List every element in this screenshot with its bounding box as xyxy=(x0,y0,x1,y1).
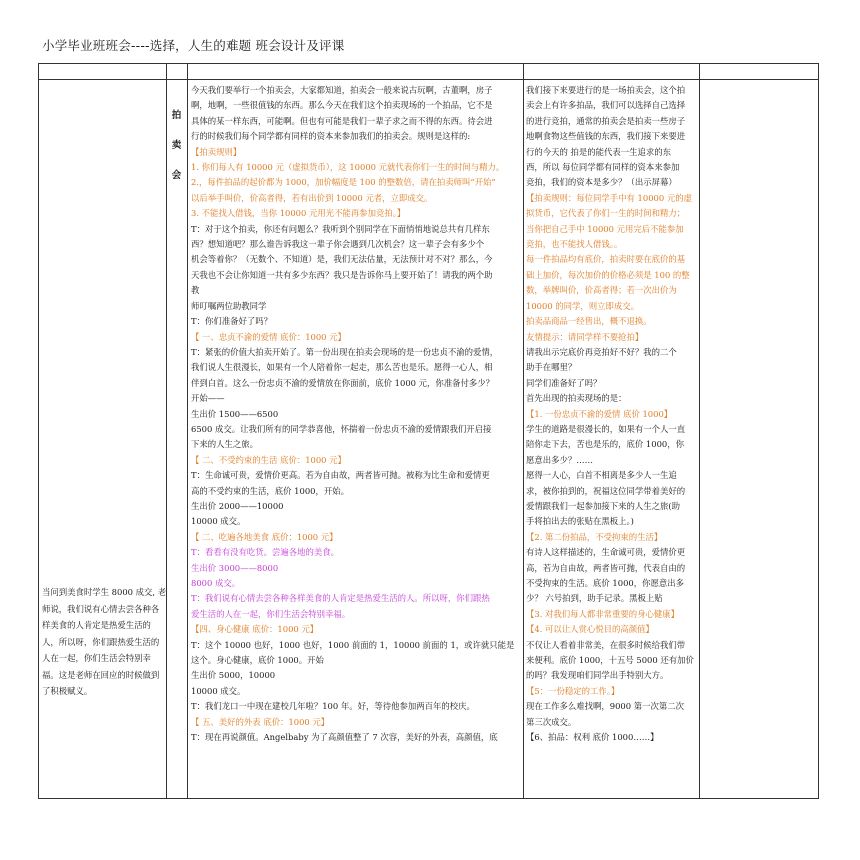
process-text-line: T：我们说有心情去尝各种各样美食的人肯定是热爱生活的人。所以呀，你们跟热 xyxy=(191,593,490,604)
section-label-char: 会 xyxy=(171,170,182,181)
column-divider-4 xyxy=(699,64,700,798)
process-text-line: 生出价 2000——10000 xyxy=(191,500,284,511)
process-text-line: 行的时候我们每个同学都有同样的资本来参加我们的拍卖会。规则是这样的: xyxy=(191,131,471,142)
document-title: 小学毕业班班会----选择，人生的难题 班会设计及评课 xyxy=(42,38,345,53)
process-text-line: 今天我们要举行一个拍卖会，大家都知道，拍卖会一般来说古玩啊，古董啊，房子 xyxy=(191,85,493,95)
intent-text-line: 竞拍，我们的资本是多少？（出示屏幕） xyxy=(526,177,677,188)
intent-text-line: 卖会上有许多拍品，我们可以选择自己选择 xyxy=(526,100,686,111)
intent-text-line: 同学们准备好了吗？ xyxy=(526,377,602,388)
process-text-line: 【 二、吃遍各地美食 底价：1000 元】 xyxy=(191,531,338,542)
process-text-line: 【 一、忠贞不渝的爱情 底价：1000 元】 xyxy=(191,331,346,342)
lesson-table xyxy=(38,63,819,799)
process-text-line: 【四、身心健康 底价：1000 元】 xyxy=(191,624,319,635)
intent-text-line: 不受拘束的生活。底价 1000，你愿意出多 xyxy=(526,578,684,588)
intent-text-line: 助手在哪里？ xyxy=(526,362,577,373)
process-text-line: 生出价 5000，10000 xyxy=(191,670,276,681)
intent-text-line: 的进行竞拍，通常的拍卖会是拍卖一些房子 xyxy=(526,115,686,126)
intent-text-line: 爱情跟我们一起参加接下来的人生之旅(助 xyxy=(526,500,681,511)
process-text-line: 10000 成交。 xyxy=(191,516,246,527)
column-divider-3 xyxy=(523,64,524,798)
process-text-line: 以后举手叫价，价高者得，若有出价到 10000 元者，立即成交。 xyxy=(191,192,433,203)
intent-text-line: 求，被你拍到的，祝福这位同学带着美好的 xyxy=(526,485,686,496)
intent-text-line: 有诗人这样描述的，生命诚可贵，爱情价更 xyxy=(526,547,686,558)
intent-text-line: 不仅让人看着非常美，在很多时候给我们带 xyxy=(526,639,686,650)
intent-text-line: 地啊食物这些值钱的东西，我们接下来要进 xyxy=(526,131,686,142)
intent-text-line: 学生的道路是很漫长的，如果有一个人一直 xyxy=(526,423,686,434)
intent-text-line: 来便利。底价 1000，十五号 5000 还有加价 xyxy=(526,655,694,666)
process-text-line: 【 五、美好的外表 底价：1000 元】 xyxy=(191,716,330,727)
intent-text-line: 【4. 可以让人赏心悦目的高颜值】 xyxy=(526,624,654,635)
process-text-line: 6500 成交。让我们所有的同学恭喜他，怀揣着一份忠贞不渝的爱情跟我们开启接 xyxy=(191,423,492,434)
process-text-line: T：你们准备好了吗？ xyxy=(191,316,272,327)
intent-text-line: 础上加价，每次加价的价格必须是 100 的整 xyxy=(526,269,690,280)
process-text-line: 高的不受约束的生活，底价 1000，开始。 xyxy=(191,485,349,496)
process-text-line: 生出价 1500——6500 xyxy=(191,408,279,419)
intent-text-line: 现在工作多么难找啊，9000 第一次第二次 xyxy=(526,701,684,712)
process-text-line: T：对于这个拍卖，你还有问题么？我听到个别同学在下面悄悄地说总共有几样东 xyxy=(191,223,490,234)
intent-text-line: 高，若为自由故，两者皆可抛，代表自由的 xyxy=(526,562,686,573)
design-intent-cell xyxy=(526,83,698,798)
commentary-cell xyxy=(42,584,167,700)
intent-text-line: 愿得一人心，白首不相离是多少人一生追 xyxy=(526,470,677,481)
process-text-line: 2.，每件拍品的起价都为 1000，加价幅度是 100 的整数倍，请在拍卖师叫“开始” xyxy=(191,177,496,188)
intent-text-line: 我们接下来要进行的是一场拍卖会，这个拍 xyxy=(526,85,686,95)
process-text-line: 8000 成交。 xyxy=(191,578,241,588)
process-text-line: 3. 不能找人借钱，当你 10000 元用光不能再参加竞拍。】 xyxy=(191,208,406,219)
intent-text-line: 【3. 对我们每人都非常重要的身心健康】 xyxy=(526,608,680,619)
process-text-line: 【拍卖规则】 xyxy=(191,146,242,157)
intent-text-line: 10000 的同学，则立即成交。 xyxy=(526,300,640,311)
process-text-line: T：生命诚可贵，爱情价更高。若为自由故，两者皆可抛。被称为比生命和爱情更 xyxy=(191,470,490,481)
process-text-line: 10000 成交。 xyxy=(191,685,246,696)
intent-text-line: 拍卖品商品一经售出，概不退换。 xyxy=(526,316,652,327)
intent-text-line: 手将拍出去的张贴在黑板上。) xyxy=(526,516,634,527)
process-text-line: 西？想知道吧？那么谁告诉我这一辈子你会遇到几次机会？这一辈子会有多少个 xyxy=(191,239,485,250)
process-text-line: T：现在再说颜值。Angelbaby 为了高颜值整了 7 次容，美好的外表，高颜值，底 xyxy=(191,732,498,743)
intent-text-line: 行的今天的 拍是的能代表一生追求的东 xyxy=(526,146,672,157)
process-text-line: 生出价 3000——8000 xyxy=(191,562,279,573)
intent-text-line: 【5：一份稳定的工作。】 xyxy=(526,685,620,696)
section-label-char: 卖 xyxy=(171,140,182,151)
section-label-char: 拍 xyxy=(171,110,182,121)
intent-text-line: 【6、拍品：权利 底价 1000……】 xyxy=(526,732,659,743)
process-text-line: 具体的某一样东西，可能啊。但也有可能是我们一辈子求之而不得的东西。待会进 xyxy=(191,115,493,126)
intent-text-line: 友情提示：请同学样不要抢拍】 xyxy=(526,331,644,342)
intent-text-line: 西，所以 每位同学都有同样的资本来参加 xyxy=(526,162,680,173)
intent-text-line: 拟货币，它代表了你们一生的时间和精力； xyxy=(526,208,686,219)
intent-text-line: 少？ 六号拍到，助手记录。黑板上贴 xyxy=(526,593,663,604)
process-text-line: 这个。身心健康，底价 1000。开始 xyxy=(191,655,324,666)
process-text-line: 爱生活的人在一起，你们生活会特别幸福。 xyxy=(191,608,351,619)
intent-text-line: 【拍卖规则：每位同学手中有 10000 元的虚 xyxy=(526,192,692,203)
process-text-line: 机会等着你？（无数个、不知道）是，我们无法估量，无法预计对不对？那么，今 xyxy=(191,254,493,265)
process-text-line: 下来的人生之旅。 xyxy=(191,439,258,450)
commentary-text: 当问到美食时学生 8000 成交, 老师说，我们说有心情去尝各种各样美食的人肯定是热爱生活的人，所以呀，你们跟热爱生活的人在一起，你们生活会特别幸福。这是老师在回应的时候做到了积极赋义。 xyxy=(42,587,167,696)
intent-text-line: 的吗？我发现咱们同学出手特别大方。 xyxy=(526,670,669,681)
process-text-line: 啊，地啊，一些很值钱的东西。那么今天在我们这个拍卖现场的一个拍品，它不是 xyxy=(191,100,493,111)
process-text-line: 开始—— xyxy=(191,393,225,404)
intent-text-line: 当你把自己手中 10000 元用完后不能参加 xyxy=(526,223,684,234)
process-text-line: T：紧张的价值大拍卖开始了。第一份出现在拍卖会现场的是一份忠贞不渝的爱情， xyxy=(191,346,499,357)
process-text-line: 教 xyxy=(191,285,200,296)
lesson-process-cell xyxy=(191,83,523,798)
intent-text-line: 愿意出多少？…… xyxy=(526,454,593,465)
process-text-line: 师叮嘱两位助教同学 xyxy=(191,300,267,311)
header-row-divider xyxy=(39,79,818,80)
intent-text-line: 【1. 一份忠贞不渝的爱情 底价 1000】 xyxy=(526,408,673,419)
process-text-line: 伴到白首。这么一份忠贞不渝的爱情放在你面前，底价 1000 元，你准备付多少？ xyxy=(191,377,495,388)
intent-text-line: 【2. 第二份拍品，不受拘束的生活】 xyxy=(526,531,663,542)
process-text-line: 天我也不会让你知道一共有多少东西？我只是告诉你马上要开始了！请我的两个助 xyxy=(191,269,493,280)
intent-text-line: 陪你走下去，苦也是乐的，底价 1000，你 xyxy=(526,439,684,450)
intent-text-line: 请我出示完底价再竞拍好不好？我的二个 xyxy=(526,346,677,357)
intent-text-line: 第三次成交。 xyxy=(526,716,577,727)
process-text-line: 1. 你们每人有 10000 元（虚拟货币），这 10000 元就代表你们一生的时间与精力。 xyxy=(191,162,505,173)
section-label-cell xyxy=(168,101,185,191)
intent-text-line: 数，举牌叫价，价高者得；若一次出价为 xyxy=(526,285,677,296)
process-text-line: T：我们龙口一中现在建校几年啦？100 年。好，等待他参加两百年的校庆。 xyxy=(191,701,475,712)
process-text-line: T：看看有没有吃货。尝遍各地的美食。 xyxy=(191,547,339,558)
process-text-line: 我们说人生很漫长，如果有一个人陪着你一起走，那么苦也是乐。愿得一心人，相 xyxy=(191,362,493,373)
intent-text-line: 首先出现的拍卖现场的是： xyxy=(526,393,627,404)
process-text-line: 【 二、不受约束的生活 底价：1000 元】 xyxy=(191,454,346,465)
process-text-line: T：这个 10000 也好，1000 也好，1000 前面的 1，10000 前面的 1，或许就只能是 xyxy=(191,639,515,650)
intent-text-line: 每一件拍品均有底价，拍卖时要在底价的基 xyxy=(526,254,686,265)
intent-text-line: 竞拍，也不能找人借钱。。 xyxy=(526,239,623,250)
column-divider-2 xyxy=(187,64,188,798)
